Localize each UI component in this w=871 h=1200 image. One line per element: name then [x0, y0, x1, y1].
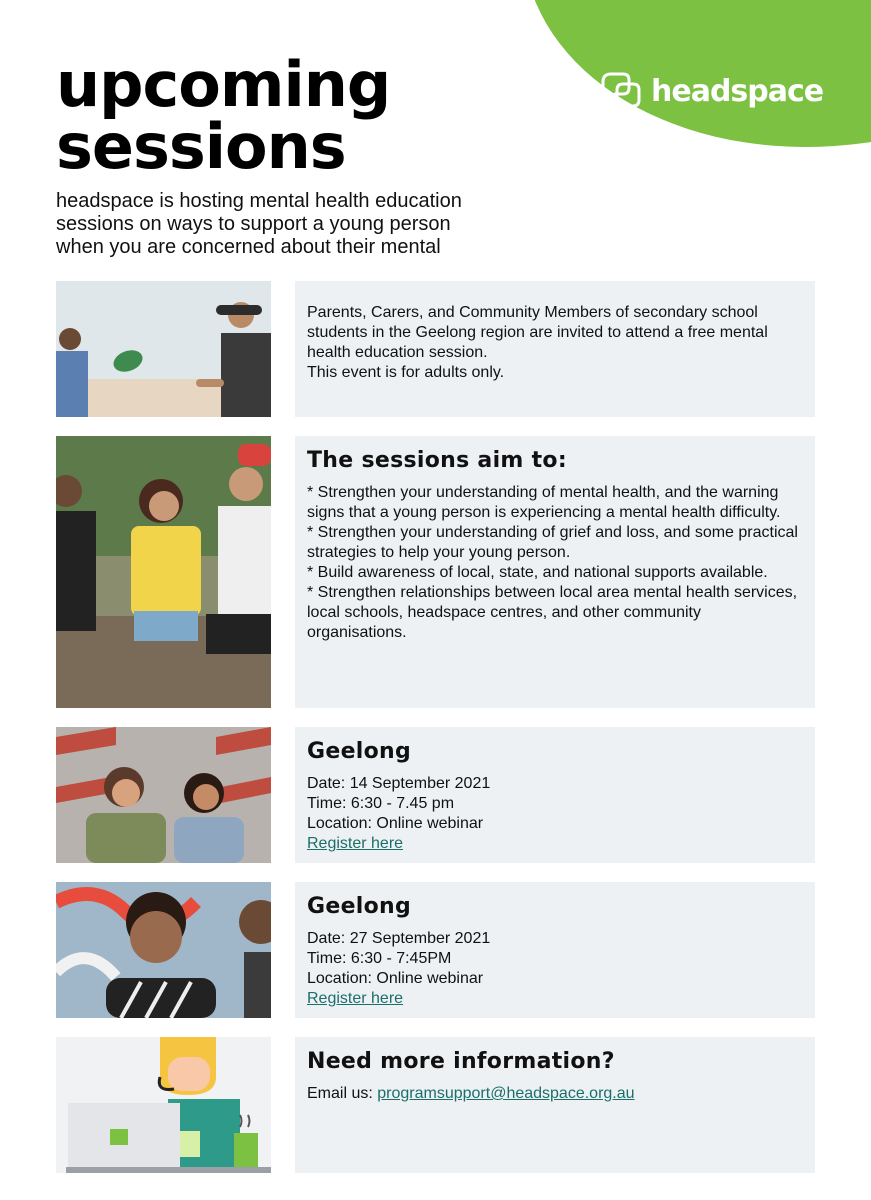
session-location: Location: Online webinar	[307, 970, 484, 987]
title-line-1: upcoming	[56, 48, 391, 121]
photo-two-women-laughing	[56, 727, 271, 863]
session-date: Date: 14 September 2021	[307, 775, 491, 792]
session-location: Location: Online webinar	[307, 815, 484, 832]
session-time: Time: 6:30 - 7.45 pm	[307, 795, 455, 812]
register-link[interactable]: Register here	[307, 990, 404, 1007]
aims-item: * Build awareness of local, state, and national supports available.	[307, 564, 768, 581]
session-date: Date: 27 September 2021	[307, 930, 491, 947]
contact-panel	[295, 1037, 815, 1173]
page-title	[56, 48, 391, 183]
aims-item: * Strengthen your understanding of mental health, and the warning signs that a young person is experiencing a mental health difficulty.	[307, 484, 781, 521]
photo-beach-ball	[56, 281, 271, 417]
session-heading: Geelong	[307, 894, 412, 919]
contact-label: Email us:	[307, 1085, 378, 1102]
invite-note: This event is for adults only.	[307, 364, 505, 381]
session-row-2	[56, 882, 815, 1018]
invite-row	[56, 281, 815, 417]
aims-item: * Strengthen your understanding of grief and loss, and some practical strategies to help your young person.	[307, 524, 798, 561]
logo-wordmark: headspace	[651, 73, 824, 109]
session-panel-1	[295, 727, 815, 863]
headspace-logo-icon	[597, 68, 643, 114]
headspace-logo	[597, 68, 823, 114]
illustration-support-worker	[56, 1037, 271, 1173]
photo-group-of-teens	[56, 436, 271, 708]
aims-panel	[295, 436, 815, 708]
title-line-2: sessions	[56, 110, 346, 183]
contact-heading: Need more information?	[307, 1049, 615, 1074]
contact-row	[56, 1037, 815, 1173]
session-row-1	[56, 727, 815, 863]
photo-smiling-woman	[56, 882, 271, 1018]
session-heading: Geelong	[307, 739, 412, 764]
session-panel-2	[295, 882, 815, 1018]
register-link[interactable]: Register here	[307, 835, 404, 852]
invite-text: Parents, Carers, and Community Members of secondary school students in the Geelong region are invited to attend a free mental health education session.	[307, 304, 768, 361]
session-time: Time: 6:30 - 7:45PM	[307, 950, 452, 967]
aims-item: * Strengthen relationships between local area mental health services, local schools, headspace centres, and other community organisations.	[307, 584, 798, 641]
invite-panel	[295, 281, 815, 417]
aims-heading: The sessions aim to:	[307, 448, 567, 473]
email-link[interactable]: programsupport@headspace.org.au	[377, 1085, 635, 1102]
aims-row	[56, 436, 815, 708]
intro-text: headspace is hosting mental health education sessions on ways to support a young person when you are concerned about their mental	[56, 190, 462, 258]
